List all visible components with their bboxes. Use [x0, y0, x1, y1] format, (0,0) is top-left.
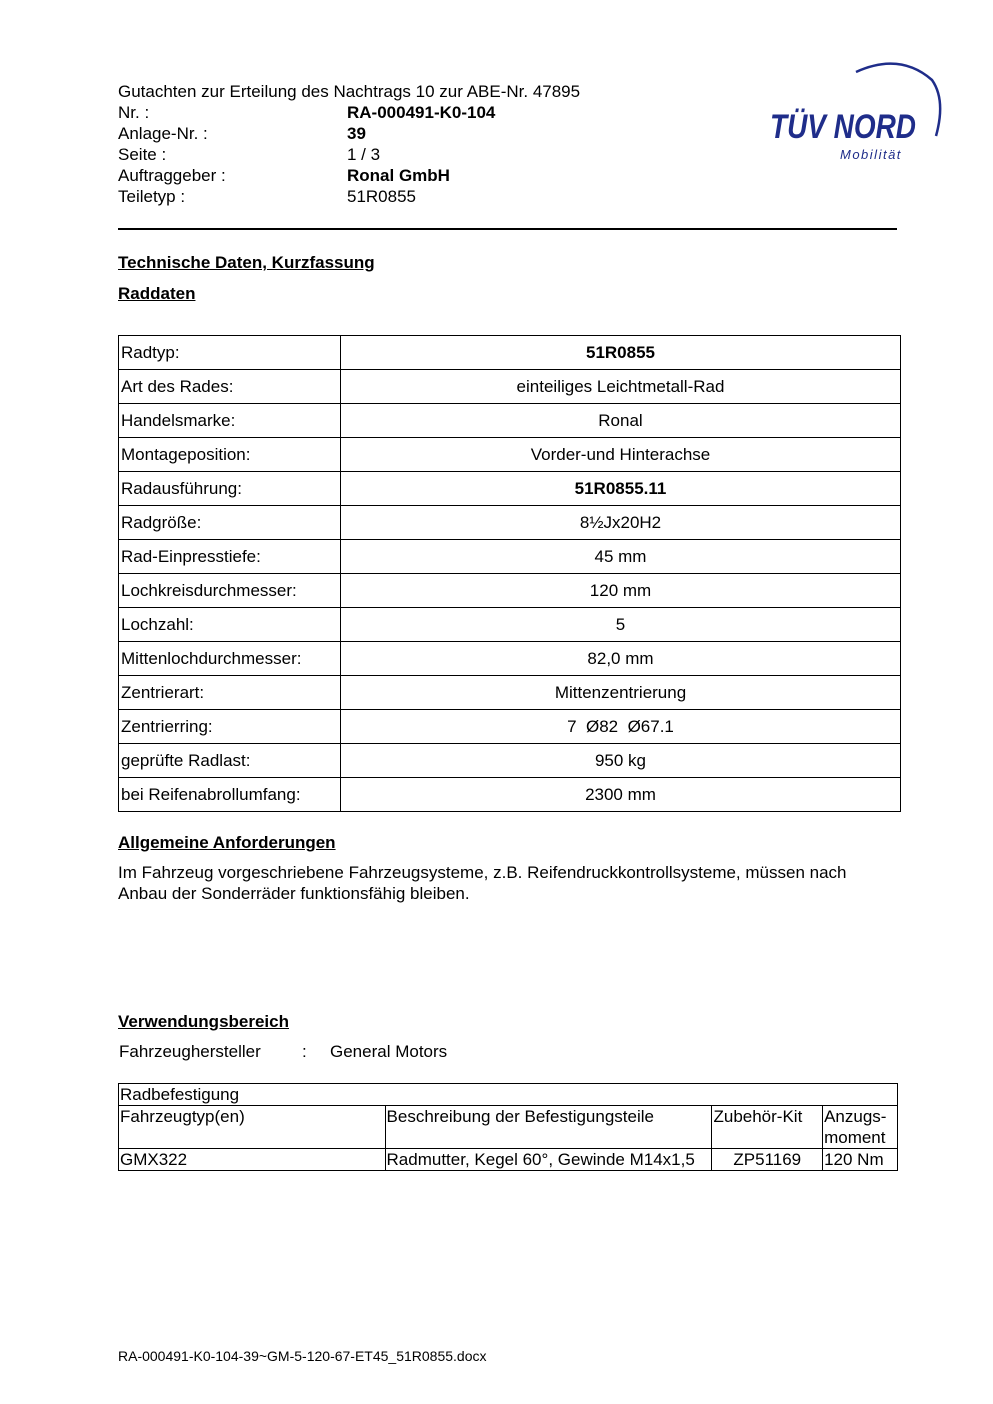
table-row: [119, 574, 901, 608]
table-header-cell: Anzugs-moment: [823, 1106, 898, 1149]
header-row-anlage: [118, 123, 366, 144]
table-cell-label: Radgröße:: [119, 506, 341, 540]
table-cell-value: Ronal: [341, 404, 901, 438]
table-row: [119, 778, 901, 812]
table-cell-label: Rad-Einpresstiefe:: [119, 540, 341, 574]
table-cell-value: 2300 mm: [341, 778, 901, 812]
fahrzeughersteller-value: General Motors: [330, 1042, 448, 1061]
logo-sub-text: Mobilität: [840, 147, 902, 162]
header-value: Ronal GmbH: [347, 166, 450, 185]
fahrzeughersteller-separator: :: [302, 1042, 307, 1061]
table-cell: GMX322: [119, 1149, 386, 1171]
table-cell-label: Montageposition:: [119, 438, 341, 472]
table-cell: ZP51169: [712, 1149, 823, 1171]
table-row: [119, 1149, 898, 1171]
table-cell-value: 950 kg: [341, 744, 901, 778]
table-cell-label: Zentrierring:: [119, 710, 341, 744]
header-row-teiletyp: [118, 186, 416, 207]
table-header-cell: Zubehör-Kit: [712, 1106, 823, 1149]
table-row: [119, 404, 901, 438]
table-header-cell: Beschreibung der Befestigungsteile: [385, 1106, 712, 1149]
table-cell-label: bei Reifenabrollumfang:: [119, 778, 341, 812]
table-cell-label: Radtyp:: [119, 336, 341, 370]
table-cell-label: Lochkreisdurchmesser:: [119, 574, 341, 608]
table-header-cell: Fahrzeugtyp(en): [119, 1106, 386, 1149]
table-cell-label: Radausführung:: [119, 472, 341, 506]
table-cell-value: 5: [341, 608, 901, 642]
header-label: Nr. :: [118, 103, 150, 122]
table-row: [119, 676, 901, 710]
table-row: [119, 506, 901, 540]
header-value: RA-000491-K0-104: [347, 103, 496, 122]
logo-brand-text: TÜV NORD: [770, 108, 916, 146]
table-cell-value: 45 mm: [341, 540, 901, 574]
table-cell-value: 51R0855.11: [341, 472, 901, 506]
table-cell-value: 7 Ø82 Ø67.1: [341, 710, 901, 744]
header-label: Anlage-Nr. :: [118, 124, 208, 143]
table-row: [119, 608, 901, 642]
section-heading-tech: Technische Daten, Kurzfassung: [118, 253, 375, 272]
header-row-auftraggeber: [118, 165, 450, 186]
header-label: Auftraggeber :: [118, 166, 226, 185]
allgemein-paragraph: Im Fahrzeug vorgeschriebene Fahrzeugsysteme, z.B. Reifendruckkontrollsysteme, müssen nach Anbau der Sonderräder funktionsfähig bleiben.: [118, 863, 847, 903]
header-value: 51R0855: [347, 187, 417, 206]
table-row: [119, 744, 901, 778]
table-cell-value: 120 mm: [341, 574, 901, 608]
table-row: [119, 472, 901, 506]
table-cell-value: einteiliges Leichtmetall-Rad: [341, 370, 901, 404]
table-cell-value: Vorder-und Hinterachse: [341, 438, 901, 472]
header-value: 1 / 3: [347, 145, 381, 164]
table-row: [119, 540, 901, 574]
header-row-nr: [118, 102, 495, 123]
table-header-row: [119, 1106, 898, 1149]
fahrzeughersteller-label: Fahrzeughersteller: [119, 1042, 261, 1061]
document-title: Gutachten zur Erteilung des Nachtrags 10 zur ABE-Nr. 47895: [118, 82, 581, 101]
table-row: [119, 336, 901, 370]
table-cell: Radmutter, Kegel 60°, Gewinde M14x1,5: [385, 1149, 712, 1171]
table-cell-label: Handelsmarke:: [119, 404, 341, 438]
table-row: [119, 438, 901, 472]
table-row: [119, 710, 901, 744]
header-row-seite: [118, 144, 380, 165]
fahrzeughersteller-row: [119, 1041, 447, 1062]
section-heading-verwendung: Verwendungsbereich: [118, 1012, 289, 1031]
header-value: 39: [347, 124, 366, 143]
table-cell-value: 51R0855: [341, 336, 901, 370]
header-divider: [118, 228, 897, 230]
footer-filename: RA-000491-K0-104-39~GM-5-120-67-ET45_51R0855.docx: [118, 1348, 487, 1364]
table-cell-label: Lochzahl:: [119, 608, 341, 642]
table-title-row: [119, 1084, 898, 1106]
table-row: [119, 370, 901, 404]
radbefestigung-table: [118, 1083, 898, 1171]
tuev-nord-logo: [768, 60, 948, 170]
table-title-cell: Radbefestigung: [119, 1084, 898, 1106]
table-cell-label: Art des Rades:: [119, 370, 341, 404]
raddaten-table: [118, 335, 901, 812]
table-cell: 120 Nm: [823, 1149, 898, 1171]
table-cell-value: Mittenzentrierung: [341, 676, 901, 710]
table-cell-label: geprüfte Radlast:: [119, 744, 341, 778]
table-cell-value: 8½Jx20H2: [341, 506, 901, 540]
table-cell-label: Mittenlochdurchmesser:: [119, 642, 341, 676]
table-cell-label: Zentrierart:: [119, 676, 341, 710]
table-cell-value: 82,0 mm: [341, 642, 901, 676]
header-label: Teiletyp :: [118, 187, 186, 206]
section-heading-allgemein: Allgemeine Anforderungen: [118, 833, 336, 852]
table-row: [119, 642, 901, 676]
header-label: Seite :: [118, 145, 167, 164]
section-heading-raddaten: Raddaten: [118, 284, 196, 303]
